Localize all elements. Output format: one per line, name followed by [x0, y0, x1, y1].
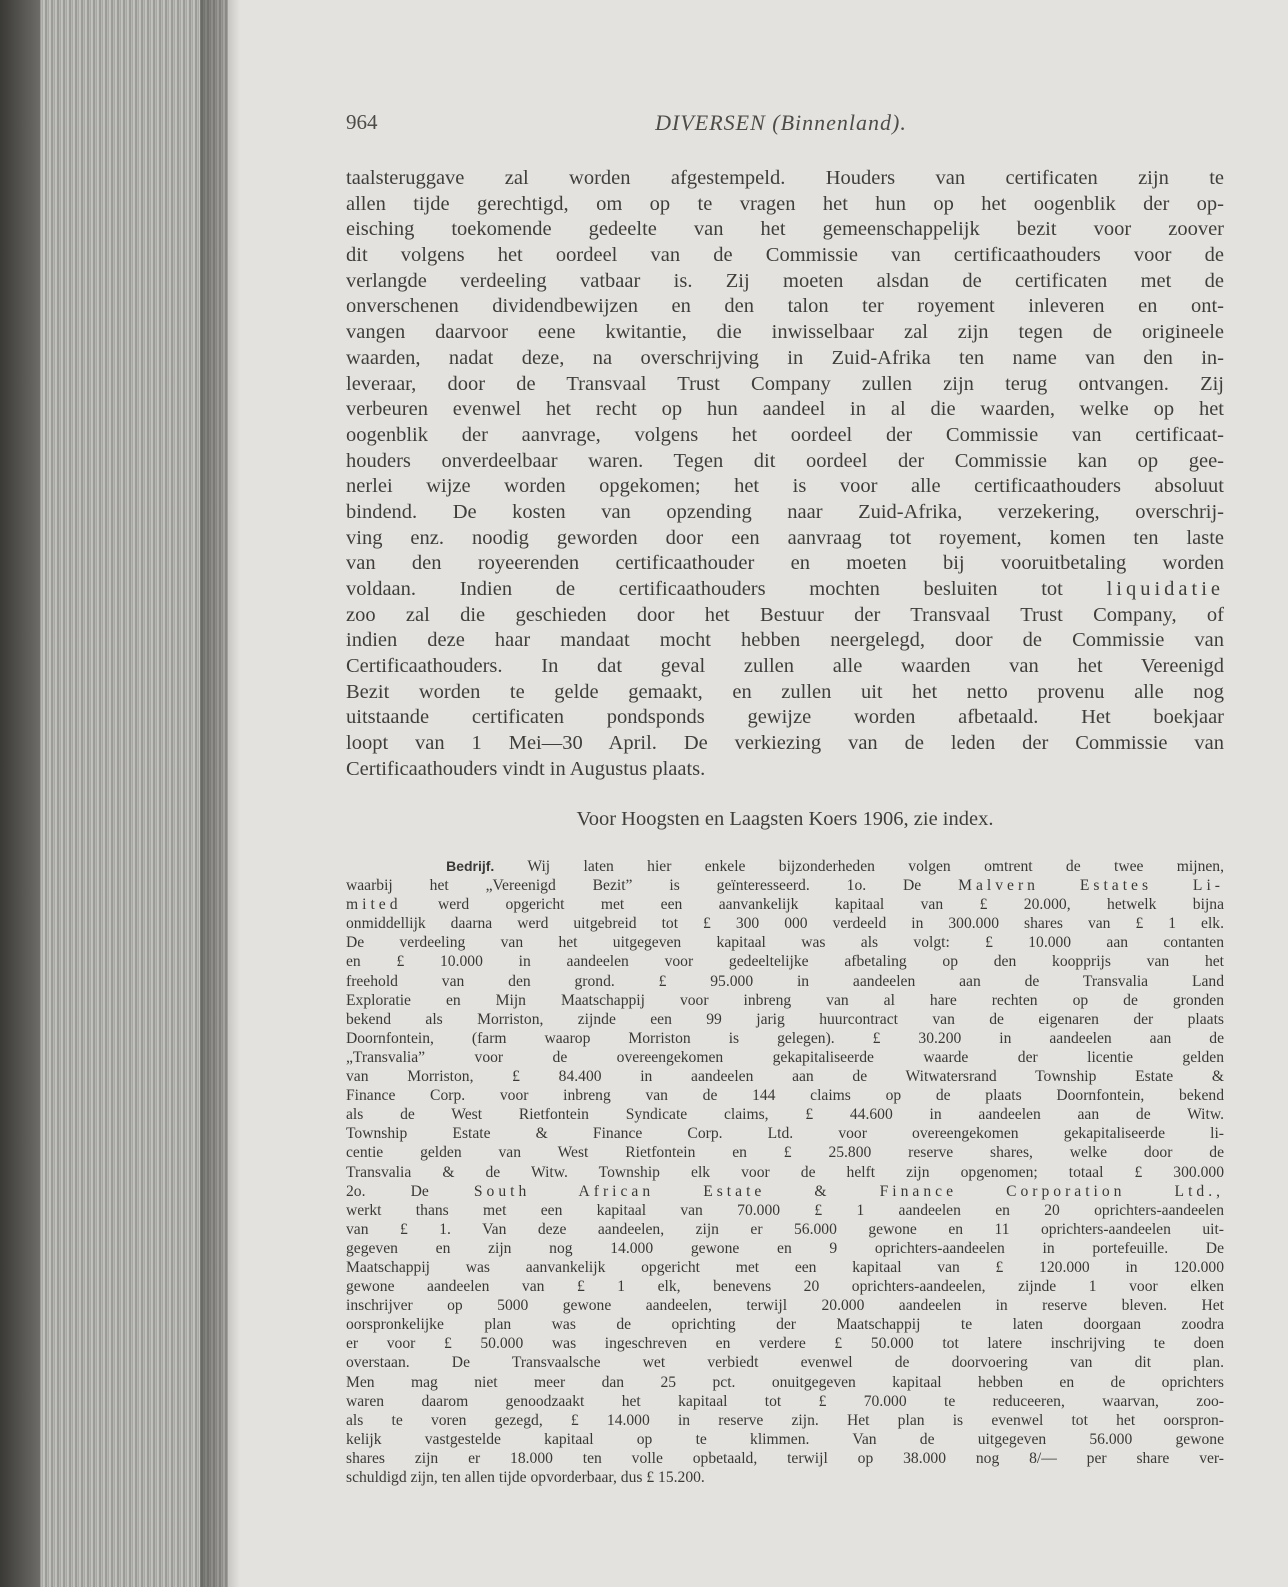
text-line: als te voren gezegd, £ 14.000 in reserve zijn. Het plan is evenwel tot het oorspron-: [346, 1411, 1224, 1429]
text-line: nerlei wijze worden opgekomen; het is voor alle certificaathouders absoluut: [346, 475, 1224, 498]
text-line: bindend. De kosten van opzending naar Zuid-Afrika, verzekering, overschrij-: [346, 500, 1224, 523]
text-line: verbeuren evenwel het recht op hun aandeel in al die waarden, welke op het: [346, 398, 1224, 421]
text-line-lead: [346, 857, 1224, 876]
text-line: verlangde verdeeling vatbaar is. Zij moeten alsdan de certificaten met de: [346, 269, 1224, 292]
text-line: allen tijde gerechtigd, om op te vragen het hun op het oogenblik der op-: [346, 192, 1224, 215]
text-line: Township Estate & Finance Corp. Ltd. voor overeengekomen gekapitaliseerde li-: [346, 1125, 1224, 1143]
text-line: kelijk vastgestelde kapitaal op te klimmen. Van de uitgegeven 56.000 gewone: [346, 1430, 1224, 1448]
text-line: uitstaande certificaten pondsponds gewijze worden afbetaald. Het boekjaar: [346, 706, 1224, 729]
text-line: eisching toekomende gedeelte van het gemeenschappelijk bezit voor zoover: [346, 218, 1224, 241]
page-header: [346, 110, 1216, 146]
text-line: en £ 10.000 in aandeelen voor gedeeltelijke afbetaling op den koopprijs van het: [346, 953, 1224, 971]
text-line: Maatschappij was aanvankelijk opgericht met een kapitaal van £ 120.000 in 120.000: [346, 1258, 1224, 1276]
text-line: van £ 1. Van deze aandeelen, zijn er 56.000 gewone en 11 oprichters-aandeelen uit-: [346, 1220, 1224, 1238]
text-line: loopt van 1 Mei—30 April. De verkiezing van de leden der Commissie van: [346, 732, 1224, 755]
text-line: zoo zal die geschieden door het Bestuur der Transvaal Trust Company, of: [346, 603, 1224, 626]
text-line: taalsteruggave zal worden afgestempeld. Houders van certificaten zijn te: [346, 167, 1224, 189]
text-line: leveraar, door de Transvaal Trust Company zullen zijn terug ontvangen. Zij: [346, 372, 1224, 395]
text-line: onverschenen dividendbewijzen en den talon ter royement inleveren en ont-: [346, 295, 1224, 318]
text-line: schuldigd zijn, ten allen tijde opvorderbaar, dus £ 15.200.: [346, 1469, 705, 1486]
text-line: inschrijver op 5000 gewone aandeelen, terwijl 20.000 aandeelen in reserve bleven. Het: [346, 1297, 1224, 1315]
text-line: indien deze haar mandaat mocht hebben neergelegd, door de Commissie van: [346, 629, 1224, 652]
text-line: overstaan. De Transvaalsche wet verbiedt evenwel de doorvoering van dit plan.: [346, 1354, 1224, 1372]
text-line: Bezit worden te gelde gemaakt, en zullen uit het netto provenu alle nog: [346, 680, 1224, 703]
text-line: Transvalia & de Witw. Township elk voor de helft zijn opgenomen; totaal £ 300.000: [346, 1163, 1224, 1181]
text-line-south-african: [346, 1182, 1224, 1201]
spaced-name-mited: mited: [346, 896, 402, 914]
koers-note: Voor Hoogsten en Laagsten Koers 1906, zie index.: [576, 808, 994, 830]
text-line-liquidatie: [346, 577, 1224, 603]
text-line-malvern: [346, 876, 1224, 895]
text-line: waren daarom genoodzaakt het kapitaal tot £ 70.000 te reduceeren, waarvan, zoo-: [346, 1392, 1224, 1410]
text-line: Men mag niet meer dan 25 pct. onuitgegeven kapitaal hebben en de oprichters: [346, 1373, 1224, 1391]
text-line: centie gelden van West Rietfontein en £ 25.800 reserve shares, welke door de: [346, 1144, 1224, 1162]
text-line: Doornfontein, (farm waarop Morriston is gelegen). £ 30.200 in aandeelen aan de: [346, 1029, 1224, 1047]
text-line: werkt thans met een kapitaal van 70.000 £ 1 aandeelen en 20 oprichters-aandeelen: [346, 1201, 1224, 1219]
text-line: „Transvalia” voor de overeengekomen gekapitaliseerde waarde der licentie gelden: [346, 1048, 1224, 1066]
text-line: houders onverdeelbaar waren. Tegen dit oordeel der Commissie kan op gee-: [346, 449, 1224, 472]
text-line: gewone aandeelen van £ 1 elk, benevens 20 oprichters-aandeelen, zijnde 1 voor elken: [346, 1278, 1224, 1296]
spaced-word-liquidatie: liquidatie: [1106, 578, 1224, 600]
text-fragment: voldaan. Indien de certificaathouders mochten besluiten tot: [346, 578, 1063, 600]
text-line: De verdeeling van het uitgegeven kapitaal was als volgt: £ 10.000 aan contanten: [346, 934, 1224, 952]
text-line: Exploratie en Mijn Maatschappij voor inbreng van al hare rechten op de gronden: [346, 991, 1224, 1009]
page-number: 964: [346, 110, 378, 134]
text-fragment: waarbij het „Vereenigd Bezit” is geïnteresseerd. 1o. De: [346, 877, 922, 895]
main-body-text: [346, 166, 1224, 783]
spaced-name-malvern: Malvern Estates Li-: [958, 877, 1224, 895]
text-line: freehold van den grond. £ 95.000 in aandeelen aan de Transvalia Land: [346, 972, 1224, 990]
text-line: Certificaathouders vindt in Augustus plaats.: [346, 757, 706, 780]
text-line: dit volgens het oordeel van de Commissie van certificaathouders voor de: [346, 244, 1224, 267]
text-line: als de West Rietfontein Syndicate claims, £ 44.600 in aandeelen aan de Witw.: [346, 1106, 1224, 1124]
text-fragment: Wij laten hier enkele bijzonderheden volgen omtrent de twee mijnen,: [494, 858, 1225, 875]
text-line: ving enz. noodig geworden door een aanvraag tot royement, komen ten laste: [346, 526, 1224, 549]
text-line-mited: [346, 895, 1224, 914]
text-line: er voor £ 50.000 was ingeschreven en verdere £ 50.000 tot latere inschrijving te doen: [346, 1335, 1224, 1353]
spaced-name-south-african: South African Estate & Finance Corporation Ltd.,: [473, 1182, 1224, 1200]
text-line: oogenblik der aanvrage, volgens het oordeel der Commissie van certificaat-: [346, 423, 1224, 446]
spine-shadow: [200, 0, 240, 1587]
text-line: vangen daarvoor eene kwitantie, die inwisselbaar zal zijn tegen de origineele: [346, 321, 1224, 344]
text-line: Finance Corp. voor inbreng van de 144 claims op de plaats Doornfontein, bekend: [346, 1087, 1224, 1105]
text-line: van den royeerenden certificaathouder en moeten bij vooruitbetaling worden: [346, 552, 1224, 575]
text-line: oorspronkelijke plan was de oprichting der Maatschappij te laten doorgaan zoodra: [346, 1316, 1224, 1334]
text-fragment: 2o. De: [346, 1182, 429, 1200]
running-title: DIVERSEN (Binnenland).: [655, 110, 907, 135]
text-line: shares zijn er 18.000 ten volle opbetaald, terwijl op 38.000 nog 8/— per share ver-: [346, 1449, 1224, 1467]
text-line: gegeven en zijn nog 14.000 gewone en 9 oprichters-aandeelen in portefeuille. De: [346, 1239, 1224, 1257]
text-line: bekend als Morriston, zijnde een 99 jarig huurcontract van de eigenaren der plaats: [346, 1010, 1224, 1028]
text-line: waarden, nadat deze, na overschrijving in Zuid-Afrika ten name van den in-: [346, 346, 1224, 369]
text-line: Certificaathouders. In dat geval zullen alle waarden van het Vereenigd: [346, 655, 1224, 678]
text-line: onmiddellijk daarna werd uitgebreid tot £ 300 000 verdeeld in 300.000 shares van £ 1 elk.: [346, 915, 1224, 933]
text-line: van Morriston, £ 84.400 in aandeelen aan de Witwatersrand Township Estate &: [346, 1068, 1224, 1086]
bedrijf-section: [346, 857, 1224, 1487]
bedrijf-heading: Bedrijf.: [446, 858, 495, 874]
page-sheet: [228, 0, 1288, 1587]
book-cover-edge: [0, 0, 40, 1587]
text-fragment: werd opgericht met een aanvankelijk kapitaal van £ 20.000, hetwelk bijna: [437, 896, 1224, 914]
